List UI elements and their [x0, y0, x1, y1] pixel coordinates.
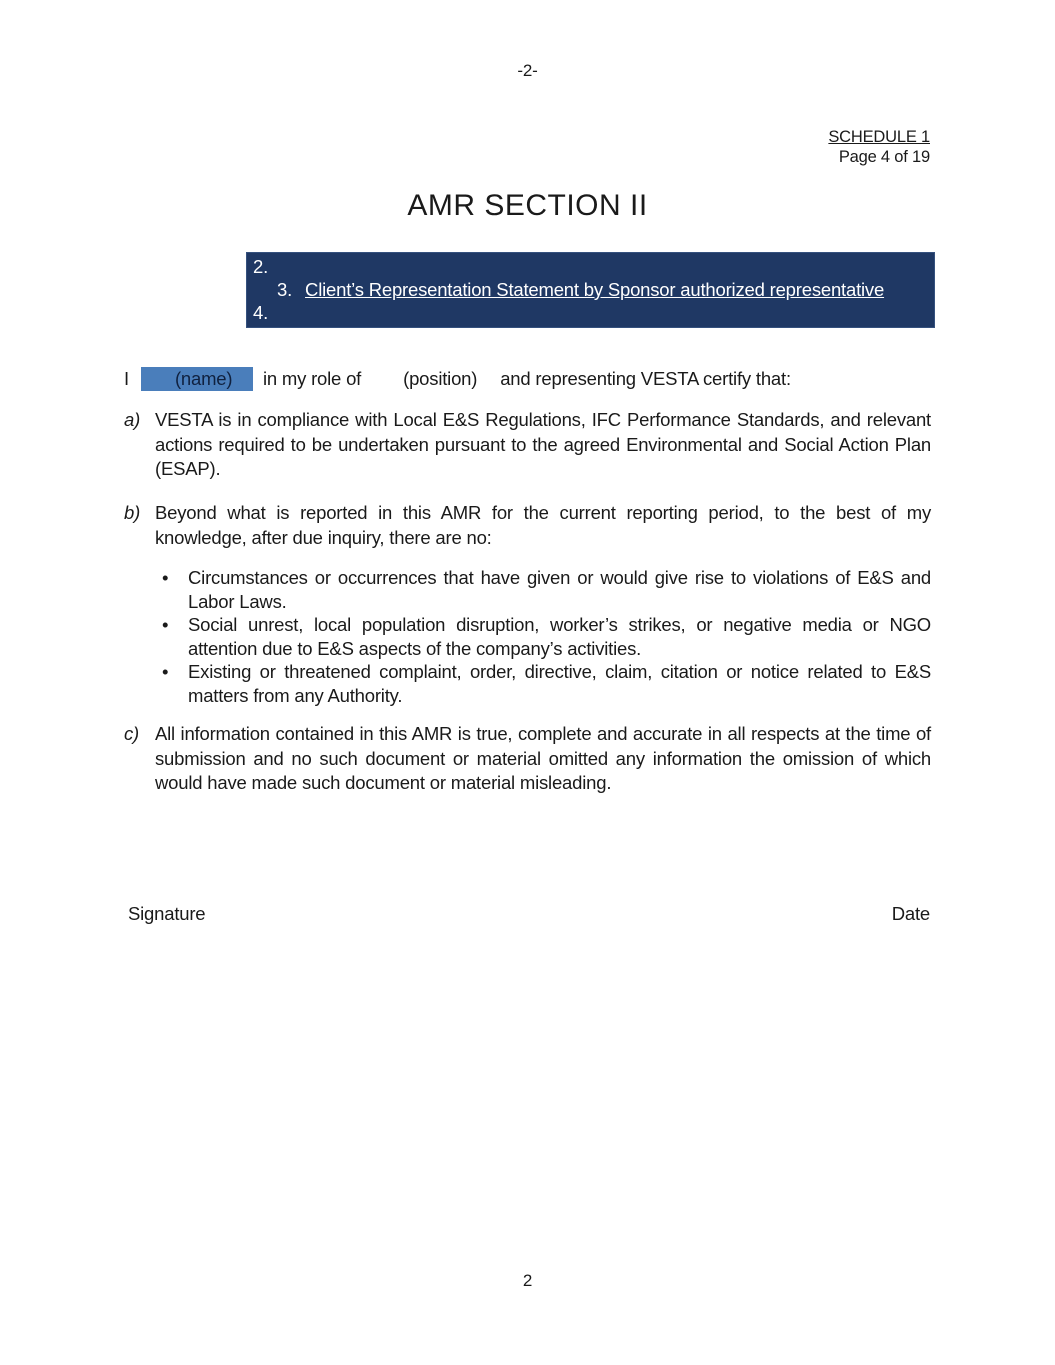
schedule-header [828, 127, 930, 167]
bullet-text: Social unrest, local population disruption, worker’s strikes, or negative media or NGO attention due to E&S aspects of the company’s activities. [188, 614, 931, 659]
page-info: Page 4 of 19 [838, 148, 930, 166]
certification-item-c [124, 722, 931, 796]
date-label: Date [891, 903, 930, 924]
toc-item-3-number: 3. [277, 279, 293, 300]
signature-row [128, 903, 930, 925]
item-c-text: All information contained in this AMR is true, complete and accurate in all respects at the time of submission and no such document or material omitted any information the omission of which would have made such document or material misleading. [155, 723, 931, 793]
certification-bullets [160, 566, 931, 707]
certification-item-b [124, 501, 931, 550]
header-page-number: -2- [517, 61, 538, 80]
name-field[interactable]: (name) [141, 367, 253, 391]
bullet-item [160, 660, 931, 707]
toc-item-4: 4. [253, 302, 269, 323]
bullet-marker: • [162, 567, 169, 588]
position-field[interactable]: (position) [403, 368, 478, 389]
bullet-text: Circumstances or occurrences that have given or would give rise to violations of E&S and Labor Laws. [188, 567, 931, 612]
intro-prefix: I [124, 368, 129, 389]
signature-label: Signature [128, 903, 206, 924]
toc-item-3-title: Client’s Representation Statement by Sponsor authorized representative [305, 279, 885, 300]
certification-item-a [124, 408, 931, 482]
item-b-label: b) [124, 502, 141, 523]
bullet-marker: • [162, 614, 169, 635]
toc-box [246, 252, 935, 328]
toc-item-3 [247, 278, 934, 301]
page-title: AMR SECTION II [407, 189, 648, 222]
footer-page-number: 2 [522, 1271, 533, 1290]
toc-item-2: 2. [253, 256, 269, 277]
item-b-text: Beyond what is reported in this AMR for the current reporting period, to the best of my knowledge, after due inquiry, there are no: [155, 502, 931, 548]
bullet-text: Existing or threatened complaint, order, directive, claim, citation or notice related to E&S matters from any Authority. [188, 661, 931, 706]
schedule-label: SCHEDULE 1 [828, 128, 930, 146]
bullet-item [160, 566, 931, 613]
bullet-item [160, 613, 931, 660]
item-a-label: a) [124, 409, 141, 430]
certification-intro [124, 367, 934, 391]
item-a-text: VESTA is in compliance with Local E&S Regulations, IFC Performance Standards, and relevant actions required to be undertaken pursuant to the agreed Environmental and Social Action Plan (ESAP). [155, 409, 931, 479]
bullet-marker: • [162, 661, 169, 682]
item-c-label: c) [124, 723, 140, 744]
intro-suffix: and representing VESTA certify that: [500, 368, 791, 389]
intro-middle: in my role of [262, 368, 362, 389]
